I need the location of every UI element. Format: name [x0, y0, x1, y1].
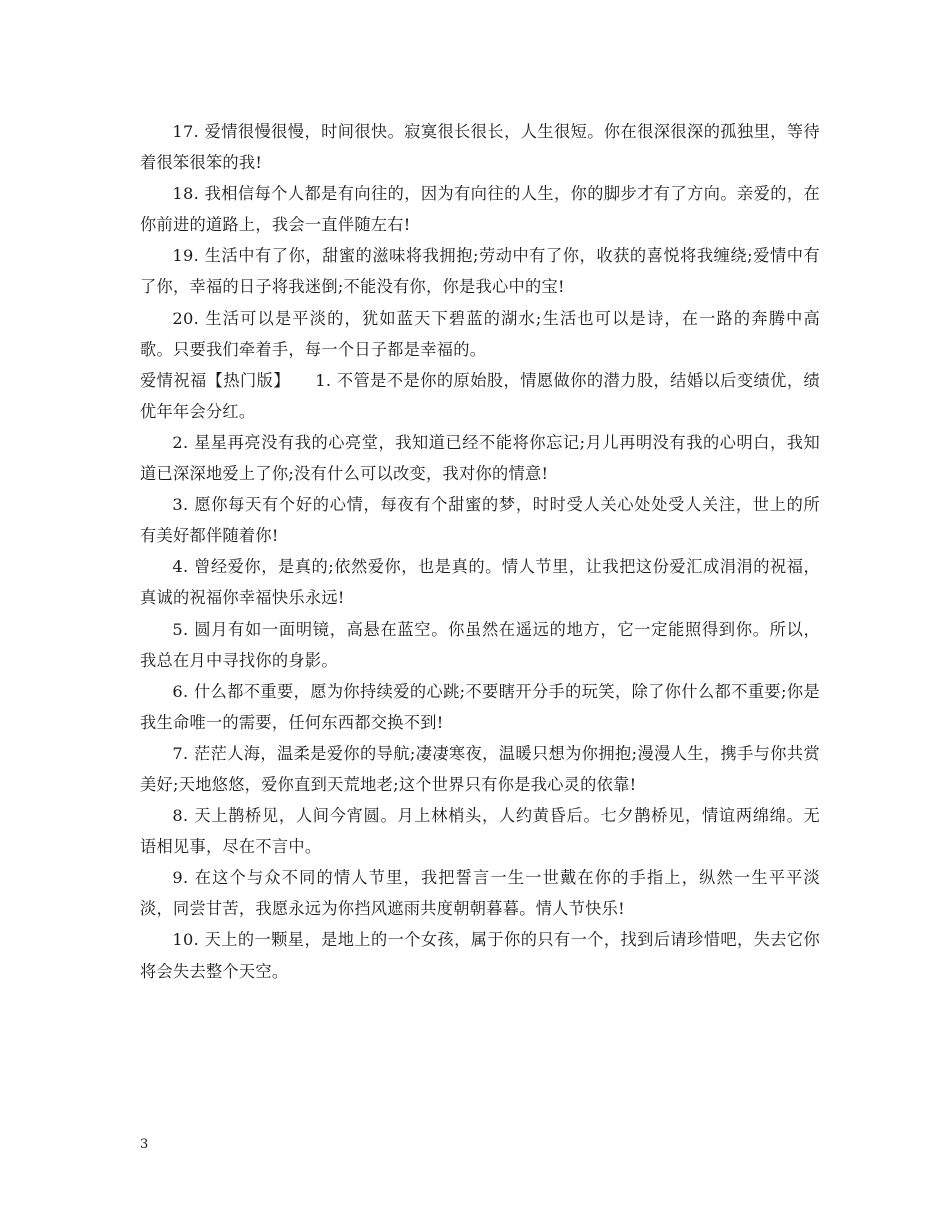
- body-text: [140, 116, 820, 987]
- paragraph-18: 18. 我相信每个人都是有向往的，因为有向往的人生，你的脚步才有了方向。亲爱的，在你前进的道路上，我会一直伴随左右!: [140, 184, 820, 235]
- paragraph-9: 9. 在这个与众不同的情人节里，我把誓言一生一世戴在你的手指上，纵然一生平平淡淡，同尝甘苦，我愿永远为你挡风遮雨共度朝朝暮暮。情人节快乐!: [140, 868, 820, 919]
- section-heading-paragraph-1: 爱情祝福【热门版】 1. 不管是不是你的原始股，情愿做你的潜力股，结婚以后变绩优，绩优年年会分红。: [140, 370, 820, 421]
- paragraph-20: 20. 生活可以是平淡的，犹如蓝天下碧蓝的湖水;生活也可以是诗，在一路的奔腾中高歌。只要我们牵着手，每一个日子都是幸福的。: [140, 308, 820, 359]
- paragraph-4: 4. 曾经爱你，是真的;依然爱你，也是真的。情人节里，让我把这份爱汇成涓涓的祝福，真诚的祝福你幸福快乐永远!: [140, 557, 820, 608]
- paragraph-3: 3. 愿你每天有个好的心情，每夜有个甜蜜的梦，时时受人关心处处受人关注，世上的所有美好都伴随着你!: [140, 495, 820, 546]
- paragraph-5: 5. 圆月有如一面明镜，高悬在蓝空。你虽然在遥远的地方，它一定能照得到你。所以，我总在月中寻找你的身影。: [140, 619, 820, 670]
- paragraph-8: 8. 天上鹊桥见，人间今宵圆。月上林梢头，人约黄昏后。七夕鹊桥见，情谊两绵绵。无语相见事，尽在不言中。: [140, 806, 820, 857]
- paragraph-7: 7. 茫茫人海，温柔是爱你的导航;凄凄寒夜，温暖只想为你拥抱;漫漫人生，携手与你共赏美好;天地悠悠，爱你直到天荒地老;这个世界只有你是我心灵的依靠!: [140, 743, 820, 794]
- paragraph-2: 2. 星星再亮没有我的心亮堂，我知道已经不能将你忘记;月儿再明没有我的心明白，我知道已深深地爱上了你;没有什么可以改变，我对你的情意!: [140, 432, 820, 484]
- paragraph-17: 17. 爱情很慢很慢，时间很快。寂寞很长很长，人生很短。你在很深很深的孤独里，等待着很笨很笨的我!: [140, 122, 820, 173]
- paragraph-6: 6. 什么都不重要，愿为你持续爱的心跳;不要瞎开分手的玩笑，除了你什么都不重要;你是我生命唯一的需要，任何东西都交换不到!: [140, 681, 820, 732]
- paragraph-19: 19. 生活中有了你，甜蜜的滋味将我拥抱;劳动中有了你，收获的喜悦将我缠绕;爱情中有了你，幸福的日子将我迷倒;不能没有你，你是我心中的宝!: [140, 246, 820, 297]
- page-number: 3: [140, 1137, 149, 1152]
- paragraph-10: 10. 天上的一颗星，是地上的一个女孩，属于你的只有一个，找到后请珍惜吧，失去它你将会失去整个天空。: [140, 930, 820, 981]
